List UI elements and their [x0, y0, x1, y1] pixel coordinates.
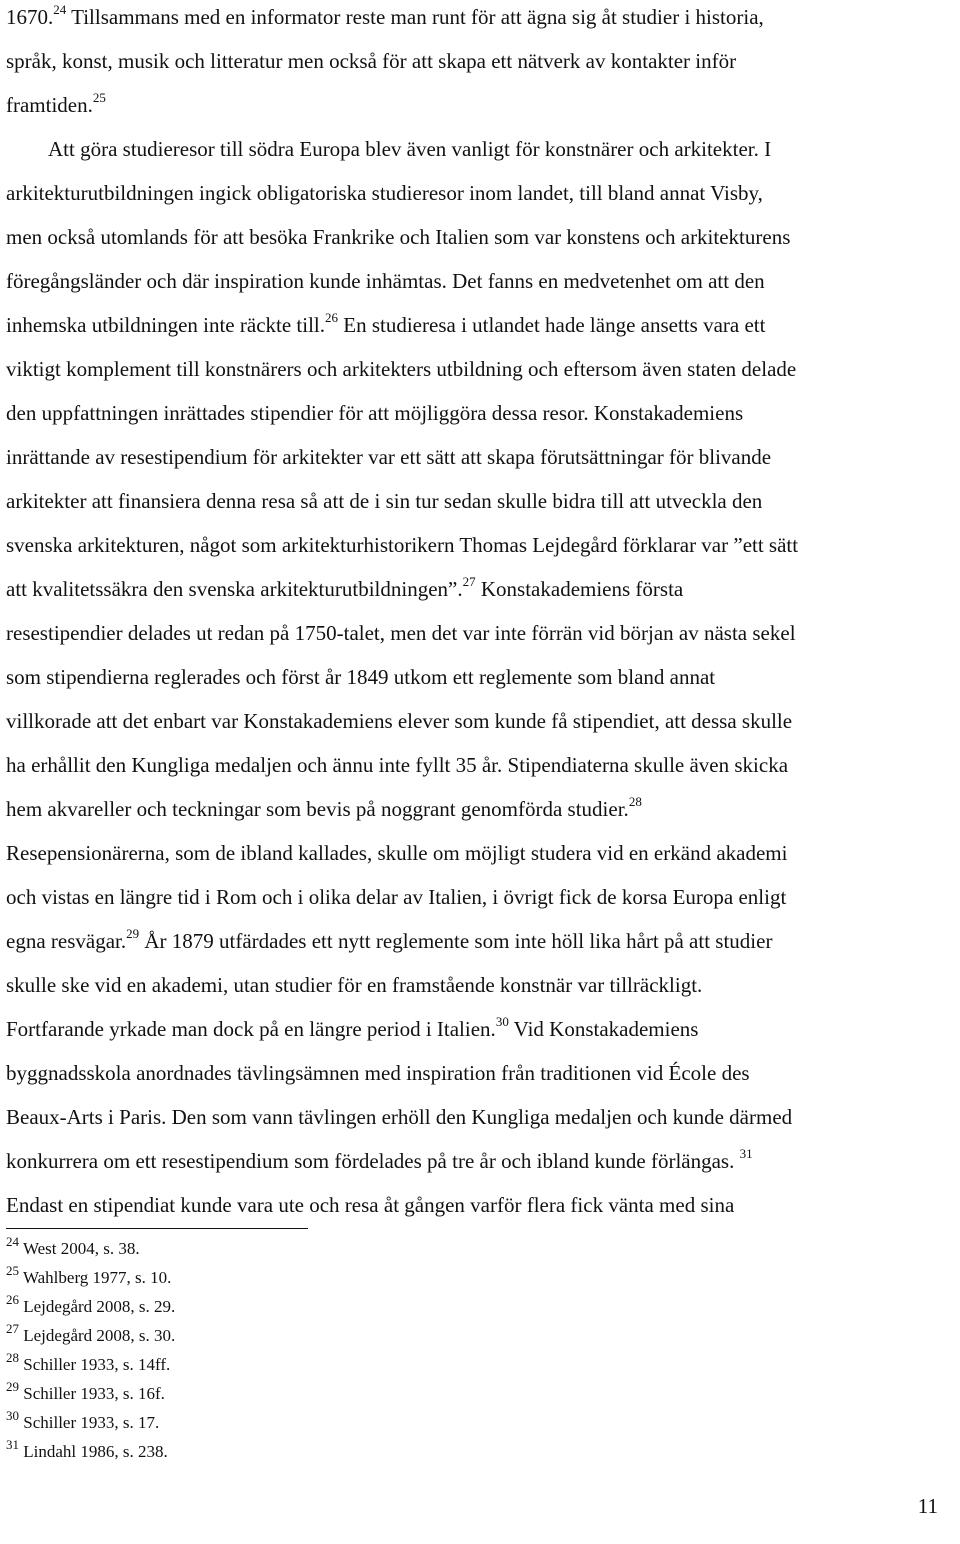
text-run: Beaux-Arts i Paris. Den som vann tävlingen erhöll den Kungliga medaljen och kunde därmed — [6, 1105, 793, 1129]
text-run: Tillsammans med en informator reste man runt för att ägna sig åt studier i historia, — [66, 5, 764, 29]
text-run: Fortfarande yrkade man dock på en längre period i Italien. — [6, 1017, 496, 1041]
text-line — [6, 92, 106, 121]
text-line — [6, 1016, 698, 1045]
footnote — [6, 1292, 176, 1319]
text-run: svenska arkitekturen, något som arkitekturhistorikern Thomas Lejdegård förklarar var ”ett sätt — [6, 533, 799, 557]
footnote-text: West 2004, s. 38. — [19, 1239, 140, 1258]
footnote — [6, 1437, 168, 1464]
text-run: Endast en stipendiat kunde vara ute och resa åt gången varför flera fick vänta med sina — [6, 1193, 735, 1217]
text-line — [6, 444, 771, 470]
text-line — [6, 312, 765, 341]
text-run: konkurrera om ett resestipendium som fördelades på tre år och ibland kunde förlängas. — [6, 1149, 740, 1173]
text-line — [6, 488, 762, 514]
text-run: arkitekturutbildningen ingick obligatoriska studieresor inom landet, till bland annat Visby, — [6, 181, 763, 205]
text-run: En studieresa i utlandet hade länge ansetts vara ett — [338, 313, 766, 337]
footnote-ref: 28 — [628, 794, 642, 809]
text-run: språk, konst, musik och litteratur men också för att skapa ett nätverk av kontakter inför — [6, 49, 737, 73]
footnote-number: 29 — [6, 1379, 19, 1394]
text-line — [6, 1104, 792, 1130]
text-run: arkitekter att finansiera denna resa så att de i sin tur sedan skulle bidra till att utveckla den — [6, 489, 763, 513]
text-run: den uppfattningen inrättades stipendier för att möjliggöra dessa resor. Konstakademiens — [6, 401, 744, 425]
footnote — [6, 1350, 171, 1377]
text-line — [48, 136, 771, 162]
text-line — [6, 1192, 734, 1218]
text-line — [6, 664, 715, 690]
text-line — [6, 796, 642, 825]
footnote-text: Schiller 1933, s. 17. — [19, 1413, 160, 1432]
text-run: Vid Konstakademiens — [508, 1017, 699, 1041]
text-line — [6, 532, 798, 558]
text-line — [6, 620, 796, 646]
page-number: 11 — [917, 1494, 938, 1518]
footnote-ref: 25 — [92, 90, 106, 105]
text-line — [6, 1060, 750, 1086]
text-run: inhemska utbildningen inte räckte till. — [6, 313, 326, 337]
footnote — [6, 1234, 140, 1261]
footnote-text: Lindahl 1986, s. 238. — [19, 1442, 168, 1461]
footnote — [6, 1408, 160, 1435]
footnote-ref: 29 — [126, 926, 140, 941]
footnote-ref: 27 — [462, 574, 476, 589]
footnote-number: 24 — [6, 1234, 19, 1249]
text-line — [6, 48, 736, 74]
footnote-number: 31 — [6, 1437, 19, 1452]
footnote-text: Lejdegård 2008, s. 30. — [19, 1326, 176, 1345]
text-line — [6, 972, 702, 998]
text-run: inrättande av resestipendium för arkitekter var ett sätt att skapa förutsättningar för blivande — [6, 445, 772, 469]
footnote-ref: 30 — [495, 1014, 509, 1029]
footnote — [6, 1263, 172, 1290]
text-line — [6, 840, 787, 866]
footnote-number: 28 — [6, 1350, 19, 1365]
text-run: egna resvägar. — [6, 929, 127, 953]
text-line — [6, 400, 743, 426]
text-run: Konstakademiens första — [475, 577, 684, 601]
text-run: att kvalitetssäkra den svenska arkitekturutbildningen”. — [6, 577, 463, 601]
text-line — [6, 708, 792, 734]
text-run: viktigt komplement till konstnärers och arkitekters utbildning och eftersom även staten delade — [6, 357, 797, 381]
text-run: Att göra studieresor till södra Europa blev även vanligt för konstnärer och arkitekter. I — [48, 137, 772, 161]
footnote — [6, 1379, 165, 1406]
text-line — [6, 752, 788, 778]
text-run: År 1879 utfärdades ett nytt reglemente som inte höll lika hårt på att studier — [139, 929, 773, 953]
text-run: som stipendierna reglerades och först år 1849 utkom ett reglemente som bland annat — [6, 665, 716, 689]
footnote-text: Wahlberg 1977, s. 10. — [19, 1268, 172, 1287]
text-run: resestipendier delades ut redan på 1750-talet, men det var inte förrän vid början av nästa sekel — [6, 621, 796, 645]
footnote-text: Schiller 1933, s. 14ff. — [19, 1355, 171, 1374]
text-run: villkorade att det enbart var Konstakademiens elever som kunde få stipendiet, att dessa skulle — [6, 709, 793, 733]
footnote-ref: 31 — [739, 1146, 753, 1161]
text-line — [6, 884, 786, 910]
text-line — [6, 356, 796, 382]
footnote-number: 26 — [6, 1292, 19, 1307]
footnote-text: Lejdegård 2008, s. 29. — [19, 1297, 176, 1316]
text-line — [6, 268, 765, 294]
text-run: framtiden. — [6, 93, 93, 117]
text-run: ha erhållit den Kungliga medaljen och ännu inte fyllt 35 år. Stipendiaterna skulle även skicka — [6, 753, 789, 777]
footnote-number: 30 — [6, 1408, 19, 1423]
footnote-number: 25 — [6, 1263, 19, 1278]
text-run: föregångsländer och där inspiration kunde inhämtas. Det fanns en medvetenhet om att den — [6, 269, 765, 293]
footnote-divider — [6, 1228, 308, 1229]
text-run: skulle ske vid en akademi, utan studier för en framstående konstnär var tillräckligt. — [6, 973, 703, 997]
footnote-text: Schiller 1933, s. 16f. — [19, 1384, 165, 1403]
text-line — [6, 928, 772, 957]
footnote-ref: 26 — [325, 310, 339, 325]
text-line — [6, 1148, 753, 1177]
text-run: Resepensionärerna, som de ibland kallades, skulle om möjligt studera vid en erkänd akademi — [6, 841, 788, 865]
footnote-ref: 24 — [53, 2, 67, 17]
text-run: hem akvareller och teckningar som bevis på noggrant genomförda studier. — [6, 797, 629, 821]
text-run: men också utomlands för att besöka Frankrike och Italien som var konstens och arkitekturens — [6, 225, 791, 249]
text-line — [6, 180, 763, 206]
text-run: 1670. — [6, 5, 54, 29]
footnote — [6, 1321, 176, 1348]
text-line — [6, 576, 683, 605]
text-line — [6, 4, 764, 33]
text-line — [6, 224, 790, 250]
text-run: och vistas en längre tid i Rom och i olika delar av Italien, i övrigt fick de korsa Europa enligt — [6, 885, 787, 909]
text-run: byggnadsskola anordnades tävlingsämnen med inspiration från traditionen vid École des — [6, 1061, 750, 1085]
footnote-number: 27 — [6, 1321, 19, 1336]
